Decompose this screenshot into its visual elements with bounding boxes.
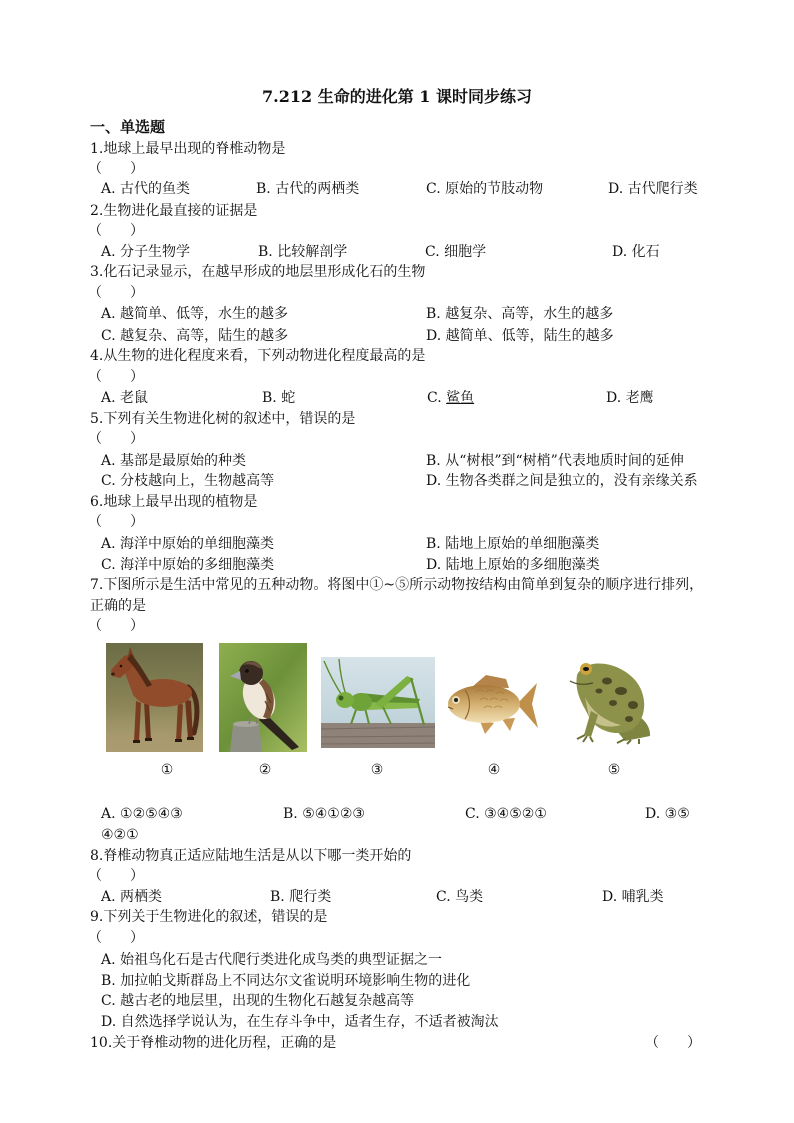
- question-8-option-d: [602, 887, 664, 907]
- option-label: D.: [426, 557, 442, 573]
- option-text: 生物各类群之间是独立的，没有亲缘关系: [445, 473, 698, 489]
- option-text: 比较解剖学: [277, 244, 348, 260]
- frog-image: [555, 645, 655, 745]
- option-text: 越古老的地层里，出现的生物化石越复杂越高等: [120, 993, 415, 1009]
- option-text: 化石: [631, 244, 660, 260]
- question-4-answer-paren: （ ）: [88, 369, 144, 385]
- bird-image: [219, 643, 307, 752]
- figure-label-4: ④: [487, 762, 501, 778]
- option-text: 海洋中原始的多细胞藻类: [120, 557, 275, 573]
- question-7-option-b: [283, 804, 365, 824]
- question-7-option-d: [645, 804, 690, 824]
- question-7-option-d-continued: ④②①: [101, 827, 139, 843]
- option-label: B.: [270, 889, 285, 905]
- option-label: D.: [606, 390, 622, 406]
- question-7-option-c: [465, 804, 547, 824]
- section-heading: 一、单选题: [90, 118, 166, 136]
- question-8-option-b: [270, 887, 331, 907]
- fish-image: [440, 670, 540, 740]
- option-text: 哺乳类: [621, 889, 664, 905]
- question-3-option-b: [426, 304, 613, 324]
- question-2-answer-paren: （ ）: [88, 223, 144, 239]
- question-3-option-a: [101, 304, 288, 324]
- option-label: B.: [101, 973, 116, 989]
- option-text: 海洋中原始的单细胞藻类: [120, 536, 275, 552]
- option-text: 古代的两栖类: [275, 181, 360, 197]
- figure-label-2: ②: [258, 762, 272, 778]
- option-text: ①②⑤④③: [120, 806, 183, 822]
- question-9-option-a: [101, 950, 442, 970]
- option-text: 陆地上原始的多细胞藻类: [445, 557, 600, 573]
- option-text: 基部是最原始的种类: [120, 453, 247, 469]
- question-5-option-c: [101, 471, 274, 491]
- option-label: D.: [101, 1014, 117, 1030]
- option-text: 分子生物学: [120, 244, 191, 260]
- option-text: 始祖鸟化石是古代爬行类进化成鸟类的典型证据之一: [120, 952, 443, 968]
- question-3-stem: 3.化石记录显示，在越早形成的地层里形成化石的生物: [90, 264, 426, 280]
- option-label: B.: [283, 806, 298, 822]
- option-label: B.: [258, 244, 273, 260]
- option-label: C.: [101, 557, 116, 573]
- option-label: A.: [101, 453, 116, 469]
- option-text: 老鼠: [120, 390, 149, 406]
- option-label: A.: [101, 536, 116, 552]
- option-label: D.: [602, 889, 618, 905]
- option-label: A.: [101, 181, 116, 197]
- option-text: 蛇: [281, 390, 296, 406]
- question-6-stem: 6.地球上最早出现的植物是: [90, 494, 258, 510]
- option-label: C.: [425, 244, 440, 260]
- question-5-option-d: [426, 471, 698, 491]
- option-label: A.: [101, 306, 116, 322]
- page-title: 7.212 生命的进化第 1 课时同步练习: [262, 87, 532, 106]
- option-text: 自然选择学说认为，在生存斗争中，适者生存，不适者被淘汰: [120, 1014, 499, 1030]
- option-text: ③④⑤②①: [484, 806, 547, 822]
- option-text: ③⑤: [664, 806, 690, 822]
- question-4-option-c: [427, 388, 474, 408]
- option-text: 细胞学: [444, 244, 487, 260]
- question-1-answer-paren: （ ）: [88, 161, 144, 177]
- option-label: C.: [436, 889, 451, 905]
- question-9-answer-paren: （ ）: [88, 930, 144, 946]
- question-10-stem: 10.关于脊椎动物的进化历程，正确的是: [90, 1035, 337, 1051]
- question-7-answer-paren: （ ）: [88, 618, 144, 634]
- question-2-stem: 2.生物进化最直接的证据是: [90, 203, 258, 219]
- option-label: A.: [101, 390, 116, 406]
- option-label: D.: [612, 244, 628, 260]
- question-4-option-b: [262, 388, 295, 408]
- option-text: 越简单、低等，陆生的越多: [445, 328, 614, 344]
- question-2-option-a: [101, 242, 190, 262]
- option-label: C.: [101, 328, 116, 344]
- option-label: D.: [426, 473, 442, 489]
- question-9-stem: 9.下列关于生物进化的叙述，错误的是: [90, 909, 328, 925]
- figure-label-5: ⑤: [607, 762, 621, 778]
- option-text: 分枝越向上，生物越高等: [120, 473, 275, 489]
- question-1-stem: 1.地球上最早出现的脊椎动物是: [90, 141, 286, 157]
- option-text: 原始的节肢动物: [445, 181, 544, 197]
- option-text: 鲨鱼: [446, 390, 475, 406]
- option-text: 陆地上原始的单细胞藻类: [445, 536, 600, 552]
- question-8-answer-paren: （ ）: [88, 868, 144, 884]
- question-9-option-b: [101, 971, 470, 991]
- option-label: C.: [101, 993, 116, 1009]
- option-label: C.: [101, 473, 116, 489]
- question-7-option-a: [101, 804, 183, 824]
- option-text: 从“树根”到“树梢”代表地质时间的延伸: [445, 453, 684, 469]
- question-1-option-d: [608, 179, 698, 199]
- question-7-stem-line-2: 正确的是: [90, 598, 146, 614]
- figure-label-1: ①: [160, 762, 174, 778]
- question-7-stem-line-1: 7.下图所示是生活中常见的五种动物。将图中①~⑤所示动物按结构由简单到复杂的顺序进行排列，: [90, 577, 704, 593]
- option-text: 古代的鱼类: [120, 181, 191, 197]
- question-1-option-c: [426, 179, 543, 199]
- option-label: B.: [426, 453, 441, 469]
- option-text: 加拉帕戈斯群岛上不同达尔文雀说明环境影响生物的进化: [120, 973, 471, 989]
- option-label: C.: [427, 390, 442, 406]
- question-6-answer-paren: （ ）: [88, 514, 144, 530]
- question-2-option-c: [425, 242, 486, 262]
- option-label: D.: [426, 328, 442, 344]
- option-text: 越复杂、高等，陆生的越多: [120, 328, 289, 344]
- question-2-option-d: [612, 242, 660, 262]
- question-2-option-b: [258, 242, 347, 262]
- question-5-answer-paren: （ ）: [88, 431, 144, 447]
- question-4-option-a: [101, 388, 148, 408]
- question-10-answer-paren: （ ）: [645, 1035, 701, 1051]
- option-label: A.: [101, 244, 116, 260]
- question-6-option-b: [426, 534, 599, 554]
- option-label: B.: [426, 306, 441, 322]
- question-6-option-d: [426, 555, 600, 575]
- option-label: B.: [262, 390, 277, 406]
- option-text: 古代爬行类: [627, 181, 698, 197]
- option-label: C.: [426, 181, 441, 197]
- question-5-option-b: [426, 451, 684, 471]
- option-text: 越复杂、高等，水生的越多: [445, 306, 614, 322]
- figure-label-3: ③: [370, 762, 384, 778]
- question-8-option-a: [101, 887, 162, 907]
- option-label: A.: [101, 952, 116, 968]
- question-3-option-c: [101, 326, 288, 346]
- question-9-option-d: [101, 1012, 499, 1032]
- question-4-option-d: [606, 388, 654, 408]
- option-label: B.: [256, 181, 271, 197]
- question-5-stem: 5.下列有关生物进化树的叙述中，错误的是: [90, 411, 356, 427]
- question-3-answer-paren: （ ）: [88, 285, 144, 301]
- option-text: ⑤④①②③: [302, 806, 365, 822]
- option-label: C.: [465, 806, 480, 822]
- option-text: 鸟类: [455, 889, 484, 905]
- grasshopper-image: [321, 657, 435, 748]
- option-label: A.: [101, 889, 116, 905]
- question-4-stem: 4.从生物的进化程度来看，下列动物进化程度最高的是: [90, 348, 426, 364]
- option-text: 老鹰: [625, 390, 654, 406]
- option-text: 爬行类: [289, 889, 332, 905]
- question-6-option-c: [101, 555, 274, 575]
- question-6-option-a: [101, 534, 274, 554]
- option-label: D.: [645, 806, 661, 822]
- question-9-option-c: [101, 991, 414, 1011]
- question-1-option-a: [101, 179, 190, 199]
- question-8-option-c: [436, 887, 483, 907]
- option-text: 两栖类: [120, 889, 163, 905]
- question-1-option-b: [256, 179, 359, 199]
- option-label: B.: [426, 536, 441, 552]
- option-text: 越简单、低等，水生的越多: [120, 306, 289, 322]
- horse-image: [106, 643, 203, 752]
- question-3-option-d: [426, 326, 614, 346]
- option-label: D.: [608, 181, 624, 197]
- question-5-option-a: [101, 451, 246, 471]
- question-8-stem: 8.脊椎动物真正适应陆地生活是从以下哪一类开始的: [90, 848, 412, 864]
- option-label: A.: [101, 806, 116, 822]
